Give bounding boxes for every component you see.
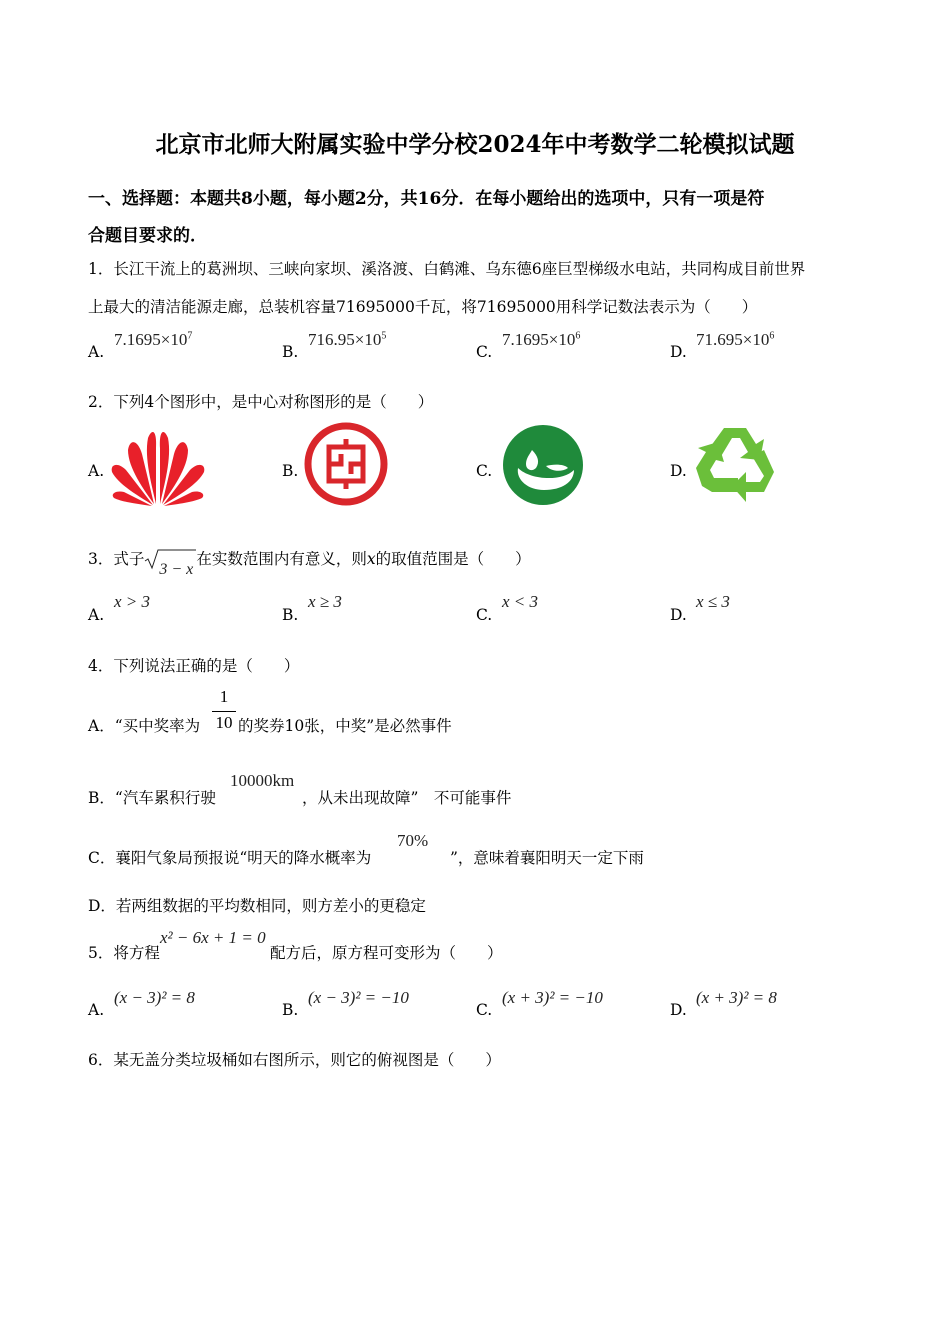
option-exponent: 7 <box>187 330 193 342</box>
q5-stem-post: 配方后，原方程可变形为（ ） <box>270 944 503 962</box>
option-value: (x − 3)² = −10 <box>308 988 409 1007</box>
option-value: (x + 3)² = 8 <box>696 988 777 1007</box>
q1-stem-line1: 1．长江干流上的葛洲坝、三峡向家坝、溪洛渡、白鹤滩、乌东德6座巨型梯级水电站，共同构成目前世界 <box>88 260 806 278</box>
q4-option-d[interactable]: D．若两组数据的平均数相同，则方差小的更稳定 <box>88 897 426 915</box>
option-value: x ≤ 3 <box>696 592 730 611</box>
option-label: D. <box>670 343 687 361</box>
option-value: 7.1695×10 <box>502 330 576 349</box>
q5-equation: x² − 6x + 1 = 0 <box>160 928 266 947</box>
q5-stem-pre: 5．将方程 <box>88 944 160 962</box>
recycle-icon <box>694 422 780 504</box>
icbc-logo-icon <box>303 421 389 507</box>
option-label: D. <box>670 462 687 480</box>
huawei-logo-icon <box>108 428 208 506</box>
option-value: 7.1695×10 <box>114 330 188 349</box>
q4-b-pre: B．“汽车累积行驶 <box>88 789 216 807</box>
option-label: C. <box>476 1001 493 1019</box>
q3-var: x <box>366 550 376 568</box>
page-title: 北京市北师大附属实验中学分校2024年中考数学二轮模拟试题 <box>155 131 795 158</box>
section-heading-line1: 一、选择题：本题共8小题，每小题2分，共16分．在每小题给出的选项中，只有一项是符 <box>88 189 765 209</box>
q1-stem-line2: 上最大的清洁能源走廊，总装机容量71695000千瓦，将71695000用科学记数法表示为（ ） <box>88 298 758 316</box>
green-circle-logo-icon <box>502 424 584 506</box>
q4-c-math: 70% <box>397 831 429 850</box>
q3-stem <box>88 547 531 578</box>
fraction-bar <box>212 711 236 712</box>
section-heading-line2: 合题目要求的． <box>88 226 207 246</box>
option-value: 716.95×10 <box>308 330 382 349</box>
option-label: D. <box>670 1001 687 1019</box>
q3-stem-post: 在实数范围内有意义，则 <box>196 550 367 568</box>
option-label: A. <box>88 1001 105 1019</box>
option-label: B. <box>282 1001 299 1019</box>
q3-radicand: 3 − x <box>159 561 194 578</box>
option-label: C. <box>476 462 493 480</box>
option-value: x ≥ 3 <box>308 592 342 611</box>
q4-a-pre: A．“买中奖率为 <box>88 717 201 735</box>
option-label: C. <box>476 343 493 361</box>
option-label: C. <box>476 606 493 624</box>
option-value: (x − 3)² = 8 <box>114 988 195 1007</box>
q2-stem: 2．下列4个图形中，是中心对称图形的是（ ） <box>88 393 434 411</box>
option-label: B. <box>282 462 299 480</box>
q3-stem-pre: 3．式子 <box>88 550 145 568</box>
option-value: x > 3 <box>114 592 151 611</box>
q4-stem: 4．下列说法正确的是（ ） <box>88 657 300 675</box>
q4-b-post: ，从未出现故障” 不可能事件 <box>302 789 512 807</box>
q4-c-pre: C．襄阳气象局预报说“明天的降水概率为 <box>88 849 372 867</box>
q4-c-post: ”，意味着襄阳明天一定下雨 <box>450 849 644 867</box>
option-label: A. <box>88 343 105 361</box>
option-label: A. <box>88 606 105 624</box>
q4-b-math: 10000km <box>230 771 295 790</box>
option-value: (x + 3)² = −10 <box>502 988 603 1007</box>
option-label: D. <box>670 606 687 624</box>
option-exponent: 6 <box>575 330 581 342</box>
option-label: B. <box>282 606 299 624</box>
q6-stem: 6．某无盖分类垃圾桶如右图所示，则它的俯视图是（ ） <box>88 1051 501 1069</box>
q3-stem-end: 的取值范围是（ ） <box>375 550 531 568</box>
fraction-numerator: 1 <box>219 687 229 706</box>
option-label: A. <box>88 462 105 480</box>
option-value: 71.695×10 <box>696 330 770 349</box>
option-exponent: 6 <box>769 330 775 342</box>
option-exponent: 5 <box>381 330 387 342</box>
option-value: x < 3 <box>502 592 539 611</box>
fraction-denominator: 10 <box>215 713 233 732</box>
option-label: B. <box>282 343 299 361</box>
q4-a-post: 的奖券10张，中奖”是必然事件 <box>238 717 452 735</box>
